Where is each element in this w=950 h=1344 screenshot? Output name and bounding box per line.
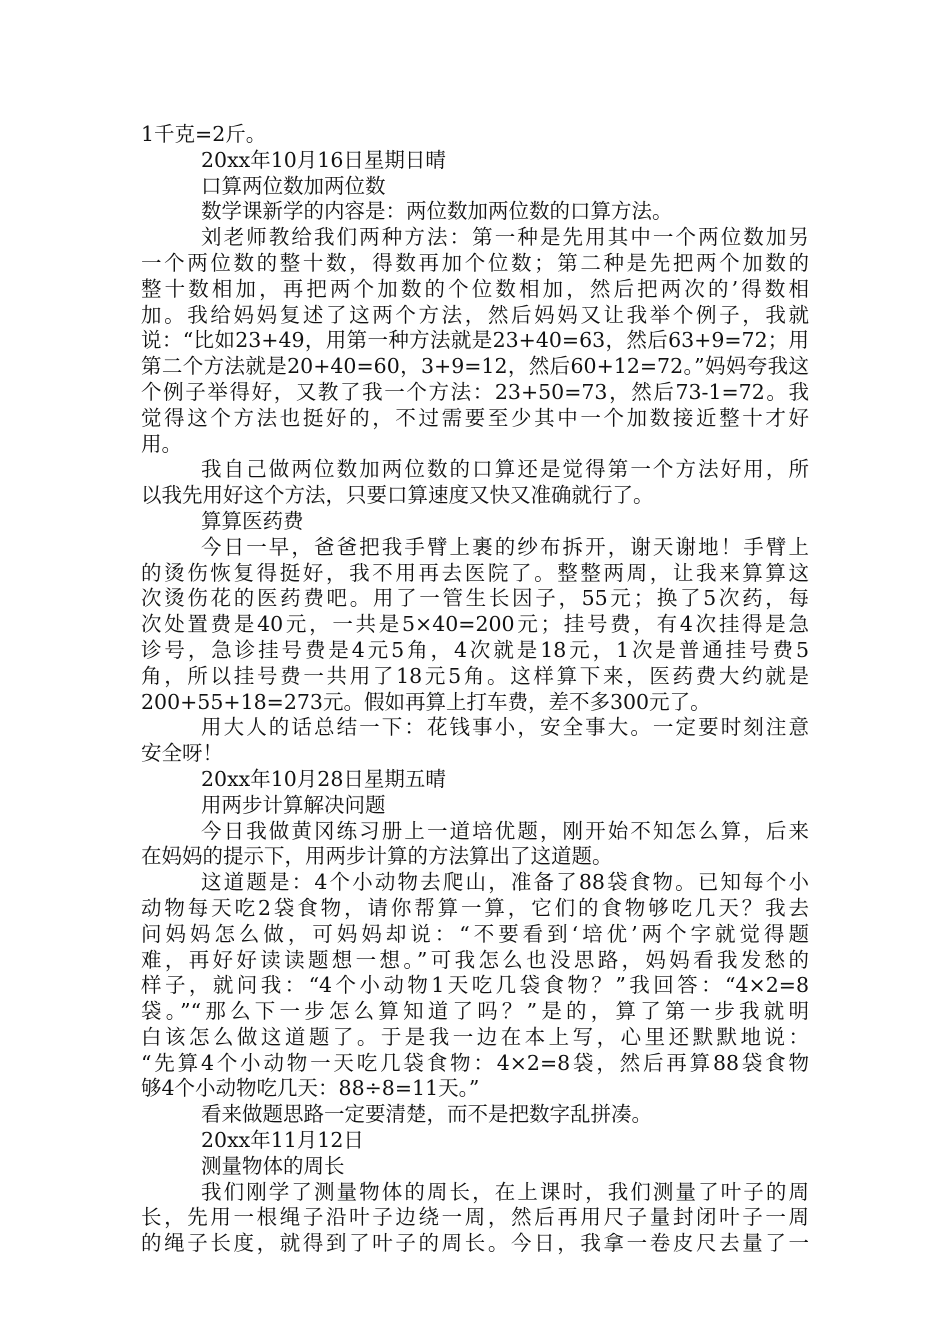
text-line: 以我先用好这个方法，只要口算速度又快又准确就行了。 — [141, 483, 654, 508]
text-line: 20xx年10月16日星期日晴 — [201, 147, 446, 172]
text-line: 一个两位数的整十数，得数再加个位数；第二种是先把两个加数的 — [141, 250, 809, 275]
text-line: 数学课新学的内容是：两位数加两位数的口算方法。 — [201, 199, 673, 224]
text-line: 白该怎么做这道题了。于是我一边在本上写，心里还默默地说： — [141, 1024, 809, 1049]
text-line: 的绳子长度，就得到了叶子的周长。今日，我拿一卷皮尺去量了一 — [141, 1231, 809, 1256]
text-line: 次处置费是40元，一共是5×40=200元；挂号费，有4次挂得是急 — [141, 612, 809, 637]
text-line: 难，再好好读读题想一想。”可我怎么也没思路，妈妈看我发愁的 — [141, 947, 809, 972]
text-line: 样子，就问我：“4个小动物1天吃几袋食物？”我回答：“4×2=8 — [141, 973, 809, 998]
text-line: 安全呀！ — [141, 741, 223, 766]
text-line: 今日一早，爸爸把我手臂上裹的纱布拆开，谢天谢地！手臂上 — [201, 534, 809, 559]
text-line: 刘老师教给我们两种方法：第一种是先用其中一个两位数加另 — [201, 225, 809, 250]
text-line: 次烫伤花的医药费吧。用了一管生长因子，55元；换了5次药，每 — [141, 586, 809, 611]
text-line: “先算4个小动物一天吃几袋食物：4×2=8袋，然后再算88袋食物 — [141, 1050, 809, 1075]
text-line: 测量物体的周长 — [201, 1153, 345, 1178]
text-line: 20xx年10月28日星期五晴 — [201, 766, 446, 791]
text-line: 这道题是：4个小动物去爬山，准备了88袋食物。已知每个小 — [201, 870, 809, 895]
text-line: 1千克=2斤。 — [141, 122, 267, 146]
text-line: 动物每天吃2袋食物，请你帮算一算，它们的食物够吃几天？我去 — [141, 895, 809, 920]
text-line: 我自己做两位数加两位数的口算还是觉得第一个方法好用，所 — [201, 457, 809, 482]
text-line: 说：“比如23+49，用第一种方法就是23+40=63，然后63+9=72；用 — [141, 328, 809, 353]
text-line: 今日我做黄冈练习册上一道培优题，刚开始不知怎么算，后来 — [201, 818, 809, 843]
text-line: 问妈妈怎么做，可妈妈却说：“不要看到‘培优’两个字就觉得题 — [141, 921, 809, 946]
text-line: 加。我给妈妈复述了这两个方法，然后妈妈又让我举个例子，我就 — [141, 302, 809, 327]
text-line: 用。 — [141, 431, 182, 456]
text-line: 个例子举得好，又教了我一个方法：23+50=73，然后73-1=72。我 — [141, 379, 809, 404]
text-line: 用两步计算解决问题 — [201, 792, 386, 817]
text-line: 长，先用一根绳子沿叶子边绕一周，然后再用尺子量封闭叶子一周 — [141, 1205, 809, 1230]
text-line: 看来做题思路一定要清楚，而不是把数字乱拼凑。 — [201, 1102, 652, 1127]
text-line: 角，所以挂号费一共用了18元5角。这样算下来，医药费大约就是 — [141, 663, 809, 688]
document-body — [141, 122, 809, 1257]
text-line: 在妈妈的提示下，用两步计算的方法算出了这道题。 — [141, 844, 613, 869]
text-line: 的烫伤恢复得挺好，我不用再去医院了。整整两周，让我来算算这 — [141, 560, 809, 585]
text-line: 诊号，急诊挂号费是4元5角，4次就是18元，1次是普通挂号费5 — [141, 637, 809, 662]
text-line: 够4个小动物吃几天：88÷8=11天。” — [141, 1076, 480, 1101]
text-line: 200+55+18=273元。假如再算上打车费，差不多300元了。 — [141, 689, 711, 714]
text-line: 觉得这个方法也挺好的，不过需要至少其中一个加数接近整十才好 — [141, 405, 809, 430]
text-line: 整十数相加，再把两个加数的个位数相加，然后把两次的’得数相 — [141, 276, 809, 301]
text-line: 我们刚学了测量物体的周长，在上课时，我们测量了叶子的周 — [201, 1179, 809, 1204]
text-line: 用大人的话总结一下：花钱事小，安全事大。一定要时刻注意 — [201, 715, 809, 740]
text-line: 第二个方法就是20+40=60，3+9=12，然后60+12=72。”妈妈夸我这 — [141, 354, 809, 379]
text-line: 20xx年11月12日 — [201, 1128, 364, 1153]
text-line: 袋。”“那么下一步怎么算知道了吗？”是的，算了第一步我就明 — [141, 999, 809, 1024]
text-line: 口算两位数加两位数 — [201, 173, 386, 198]
text-line: 算算医药费 — [201, 508, 304, 533]
